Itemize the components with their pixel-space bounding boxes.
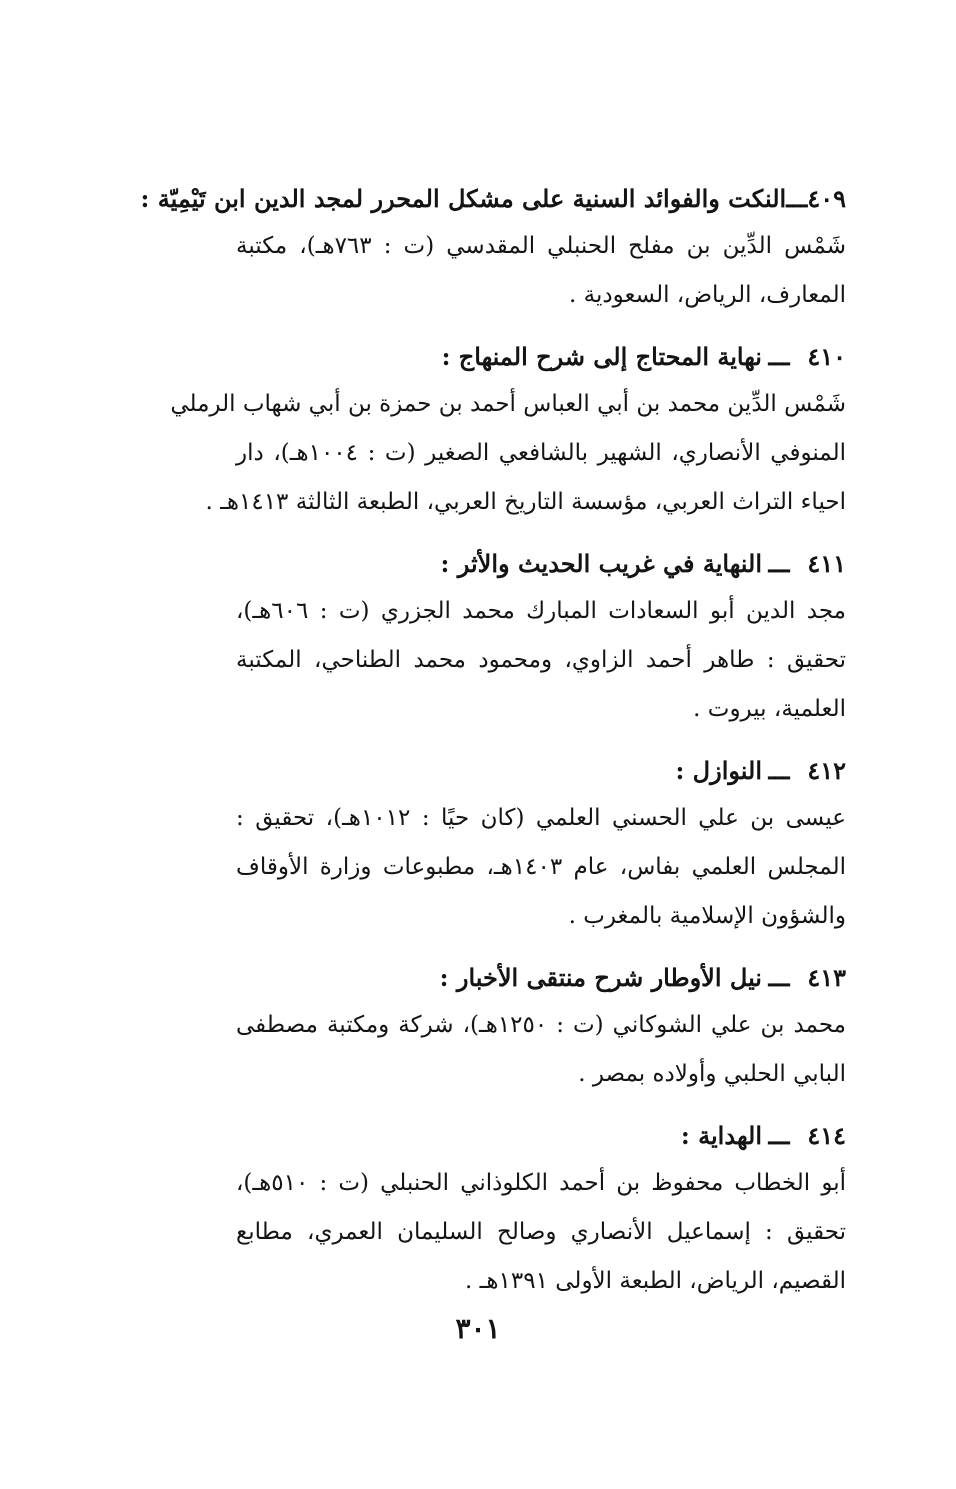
entry-line: البابي الحلبي وأولاده بمصر . [578, 1061, 846, 1087]
entry-number: ٤١٤ [807, 1121, 846, 1150]
entry-line: احياء التراث العربي، مؤسسة التاريخ العربي، الطبعة الثالثة ١٤١٣هـ . [205, 489, 846, 515]
entry-line: عيسى بن علي الحسني العلمي (كان حيًا : ١٠١٢هـ)، تحقيق : [236, 805, 846, 831]
entry-heading [146, 1113, 846, 1159]
entry-description [236, 587, 846, 734]
entry-heading [146, 955, 846, 1001]
entry-number: ٤١٢ [807, 756, 846, 785]
entry-description [236, 222, 846, 320]
entry-line: مجد الدين أبو السعادات المبارك محمد الجزري (ت : ٦٠٦هـ)، [236, 598, 846, 624]
entry-dash: ـــ [768, 549, 790, 578]
entry-title: نهاية المحتاج إلى شرح المنهاج : [441, 342, 762, 371]
entry-line: المنوفي الأنصاري، الشهير بالشافعي الصغير (ت : ١٠٠٤هـ)، دار [236, 440, 846, 466]
entry-409 [140, 176, 846, 320]
entry-dash: ـــ [786, 184, 808, 213]
entry-dash: ـــ [768, 756, 790, 785]
entry-dash: ـــ [768, 342, 790, 371]
entry-title: نيل الأوطار شرح منتقى الأخبار : [439, 963, 762, 992]
entry-number: ٤١٠ [807, 342, 846, 371]
entry-description [170, 380, 846, 527]
entry-410 [146, 334, 846, 527]
entry-line: شَمْس الدِّين محمد بن أبي العباس أحمد بن حمزة بن أبي شهاب الرملي [170, 391, 846, 417]
entry-line: والشؤون الإسلامية بالمغرب . [568, 903, 846, 929]
entry-heading [146, 748, 846, 794]
entry-number: ٤١٣ [807, 963, 846, 992]
entry-dash: ـــ [768, 963, 790, 992]
entry-line: المجلس العلمي بفاس، عام ١٤٠٣هـ، مطبوعات وزارة الأوقاف [236, 854, 846, 880]
entry-dash: ـــ [768, 1121, 790, 1150]
entry-line: أبو الخطاب محفوظ بن أحمد الكلوذاني الحنبلي (ت : ٥١٠هـ)، [236, 1170, 846, 1196]
entry-title: النكت والفوائد السنية على مشكل المحرر لمجد الدين ابن تَيْمِيّة : [140, 184, 787, 213]
entry-412 [146, 748, 846, 941]
entry-number: ٤٠٩ [807, 184, 846, 213]
entry-413 [146, 955, 846, 1099]
bibliography-page [140, 176, 846, 1456]
entry-heading [146, 334, 846, 380]
entry-line: العلمية، بيروت . [693, 696, 846, 722]
entry-heading [140, 176, 846, 222]
page-number: ٣٠١ [455, 1312, 501, 1345]
entry-description [236, 794, 846, 941]
entry-title: النهاية في غريب الحديث والأثر : [440, 549, 762, 578]
entry-line: تحقيق : إسماعيل الأنصاري وصالح السليمان العمري، مطابع [236, 1219, 846, 1245]
entry-title: الهداية : [680, 1121, 762, 1150]
entry-line: المعارف، الرياض، السعودية . [568, 282, 846, 308]
entry-line: القصيم، الرياض، الطبعة الأولى ١٣٩١هـ . [465, 1268, 846, 1294]
entry-line: محمد بن علي الشوكاني (ت : ١٢٥٠هـ)، شركة ومكتبة مصطفى [236, 1012, 846, 1038]
entry-heading [146, 541, 846, 587]
entry-number: ٤١١ [807, 549, 846, 578]
entry-title: النوازل : [675, 756, 762, 785]
entry-line: شَمْس الدِّين بن مفلح الحنبلي المقدسي (ت : ٧٦٣هـ)، مكتبة [236, 233, 846, 259]
entry-line: تحقيق : طاهر أحمد الزاوي، ومحمود محمد الطناحي، المكتبة [236, 647, 846, 673]
entry-description [236, 1001, 846, 1099]
entry-414 [146, 1113, 846, 1306]
entry-description [236, 1159, 846, 1306]
entry-411 [146, 541, 846, 734]
